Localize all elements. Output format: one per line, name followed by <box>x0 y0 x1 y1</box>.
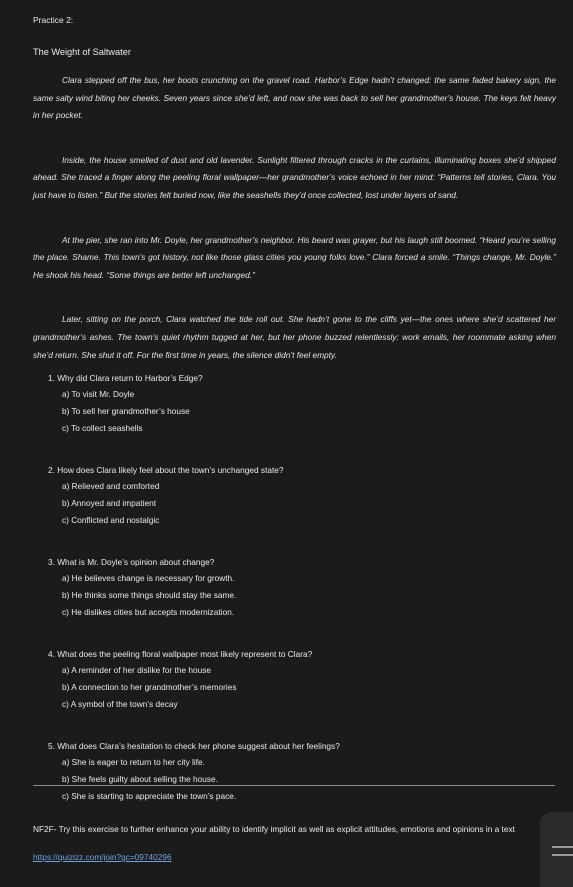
answer-option: c) To collect seashells <box>62 423 143 433</box>
answer-option: b) Annoyed and impatient <box>62 498 157 508</box>
answer-option: c) A symbol of the town’s decay <box>62 699 178 709</box>
question-2 <box>48 462 548 529</box>
question-text: 1. Why did Clara return to Harbor’s Edge? <box>48 373 203 383</box>
answer-option: c) Conflicted and nostalgic <box>62 515 160 525</box>
answer-option: a) A reminder of her dislike for the house <box>62 665 211 675</box>
answer-option: c) He dislikes cities but accepts modernization. <box>62 607 235 617</box>
exercise-note: NF2F- Try this exercise to further enhance your ability to identify implicit as well as explicit attitudes, emotions and opinions in a text <box>33 824 515 834</box>
story-paragraph: Later, sitting on the porch, Clara watched the tide roll out. She hadn’t gone to the cliffs yet—the ones where she’d scattered her grandmother’s ashes. The town’s quiet rhythm tugged at her, but her phone buzzed relentlessly: work emails, her roommate asking when she’d return. She shut it off. For the first time in years, the silence didn’t feel empty. <box>33 314 556 360</box>
question-4 <box>48 646 548 713</box>
question-3 <box>48 554 548 621</box>
story-title: The Weight of Saltwater <box>33 47 131 57</box>
story-text <box>33 72 556 391</box>
question-list <box>48 370 548 830</box>
question-text: 5. What does Clara’s hesitation to check her phone suggest about her feelings? <box>48 741 340 751</box>
answer-option: b) She feels guilty about selling the house. <box>62 774 218 784</box>
practice-label: Practice 2: <box>33 15 74 25</box>
story-paragraph: At the pier, she ran into Mr. Doyle, her grandmother’s neighbor. His beard was grayer, but his laugh still boomed. “Heard you’re selling the place. Shame. This town’s got history, not like those glass cities you young folks love.” Clara forced a smile. “Things change, Mr. Doyle.” He shook his head. “Some things are better left unchanged.” <box>33 234 556 280</box>
side-panel-tab[interactable] <box>540 812 573 887</box>
menu-icon <box>552 846 573 848</box>
answer-option: b) A connection to her grandmother’s memories <box>62 682 237 692</box>
answer-option: b) He thinks some things should stay the same. <box>62 590 237 600</box>
question-text: 4. What does the peeling floral wallpaper most likely represent to Clara? <box>48 649 313 659</box>
question-1 <box>48 370 548 437</box>
section-divider <box>33 785 555 786</box>
answer-option: a) She is eager to return to her city life. <box>62 757 205 767</box>
answer-option: a) To visit Mr. Doyle <box>62 389 135 399</box>
answer-option: a) He believes change is necessary for growth. <box>62 573 235 583</box>
quiz-link[interactable]: https://quizizz.com/join?gc=09740296 <box>33 852 172 862</box>
answer-option: b) To sell her grandmother’s house <box>62 406 190 416</box>
menu-icon <box>552 854 573 856</box>
story-paragraph: Inside, the house smelled of dust and old lavender. Sunlight filtered through cracks in the curtains, illuminating boxes she’d shipped ahead. She traced a finger along the peeling floral wallpaper—her grandmother’s voice echoed in her mind: “Patterns tell stories, Clara. You just have to listen.” But the stories felt buried now, like the seashells they’d once collected, lost under layers of sand. <box>33 154 556 200</box>
answer-option: c) She is starting to appreciate the town’s pace. <box>62 791 237 801</box>
story-paragraph: Clara stepped off the bus, her boots crunching on the gravel road. Harbor’s Edge hadn’t changed: the same faded bakery sign, the same salty wind biting her cheeks. Seven years since she’d left, and now she was back to sell her grandmother’s house. The keys felt heavy in her pocket. <box>33 75 556 121</box>
answer-option: a) Relieved and comforted <box>62 481 160 491</box>
question-5 <box>48 738 548 805</box>
question-text: 2. How does Clara likely feel about the town’s unchanged state? <box>48 465 284 475</box>
question-text: 3. What is Mr. Doyle’s opinion about change? <box>48 557 215 567</box>
